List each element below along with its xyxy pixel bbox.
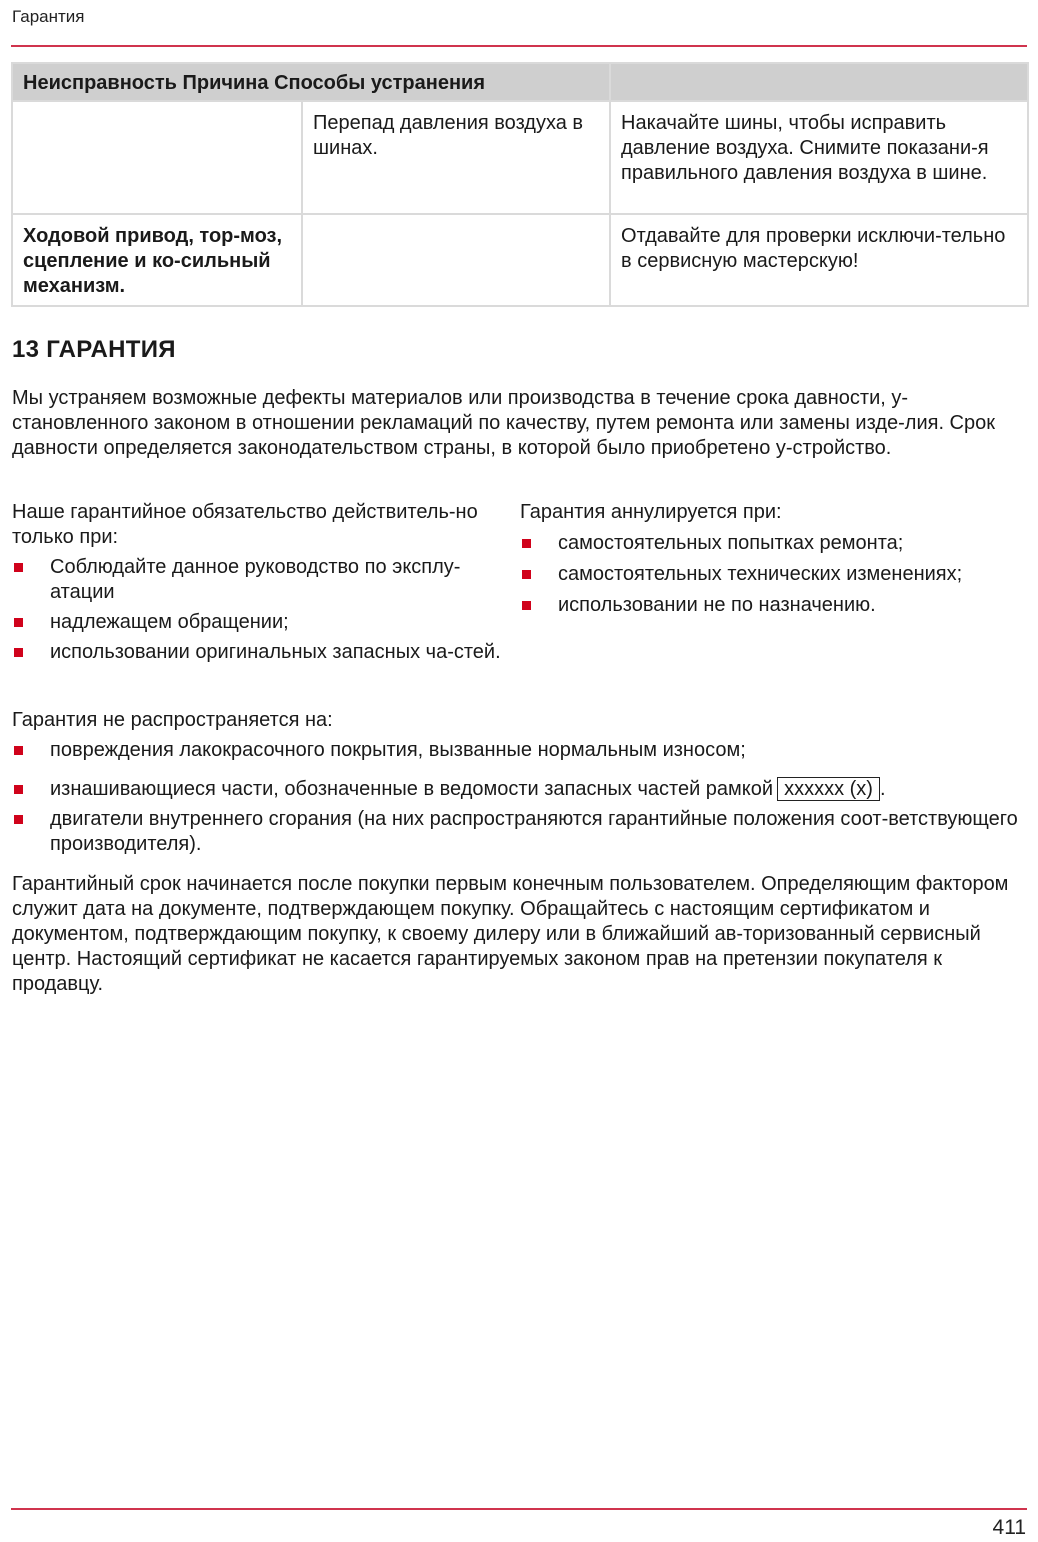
exclusions-block: [12, 708, 1026, 857]
list-item: [520, 562, 1026, 587]
list-item-text: двигатели внутреннего сгорания (на них распространяются гарантийные положения соот-ветствующего производителя).: [50, 808, 1018, 855]
list-item: [12, 807, 1026, 857]
bullet-square-icon: [522, 601, 531, 610]
list-item: [520, 531, 1026, 556]
closing-paragraph: Гарантийный срок начинается после покупки первым конечным пользователем. Определяющим фактором служит дата на документе, подтверждающем покупку. Обращайтесь с настоящим сертификатом и документом, подтверждающим покупку, к своему дилеру или в ближайший ав-торизованный сервисный центр. Настоящий сертификат не касается гарантируемых законом прав на претензии покупателя к продавцу.: [12, 873, 1009, 995]
bullet-square-icon: [14, 648, 23, 657]
list-item: [12, 640, 512, 665]
bullet-square-icon: [522, 570, 531, 579]
cause-cell: [302, 214, 610, 306]
valid-conditions: [12, 500, 512, 665]
table-header-cell: [12, 63, 610, 101]
running-header: Гарантия: [12, 7, 85, 26]
list-item-text: использовании не по назначению.: [558, 594, 876, 616]
intro-paragraph: Мы устраняем возможные дефекты материалов или производства в течение срока давности, у-становленного законом в отношении рекламаций по качеству, путем ремонта или замены изде-лия. Срок давности определяется законодательством страны, в которой было приобретено у-стройство.: [12, 387, 995, 459]
list-item: [12, 777, 1026, 802]
list-item: [520, 593, 1026, 618]
list-item-text: изнашивающиеся части, обозначенные в ведомости запасных частей рамкой: [50, 778, 774, 800]
table-header-row: [12, 63, 1028, 101]
table-header-empty: [610, 63, 1028, 101]
table-row: [12, 214, 1028, 306]
header-rule: [11, 45, 1027, 47]
void-lead: Гарантия аннулируется при:: [520, 501, 782, 523]
list-item-text: использовании оригинальных запасных ча-стей.: [50, 641, 501, 663]
valid-lead: Наше гарантийное обязательство действитель-но только при:: [12, 501, 478, 548]
cause-cell: Перепад давления воздуха в шинах.: [302, 101, 610, 214]
list-item-text: надлежащем обращении;: [50, 611, 289, 633]
header-cause: Причина: [182, 72, 269, 94]
bullet-square-icon: [14, 746, 23, 755]
footer-rule: [11, 1508, 1027, 1510]
list-item-text: повреждения лакокрасочного покрытия, вызванные нормальным износом;: [50, 739, 746, 761]
fault-cell: Ходовой привод, тор-моз, сцепление и ко-сильный механизм.: [12, 214, 302, 306]
exclusions-lead: Гарантия не распространяется на:: [12, 709, 333, 731]
header-fault: Неисправность: [23, 72, 177, 94]
list-item-text: Соблюдайте данное руководство по эксплу-атации: [50, 556, 461, 603]
bullet-square-icon: [14, 618, 23, 627]
list-item-text: самостоятельных попытках ремонта;: [558, 532, 904, 554]
void-conditions: [520, 500, 1026, 618]
section-title: 13 ГАРАНТИЯ: [12, 336, 176, 363]
bullet-square-icon: [14, 815, 23, 824]
troubleshooting-table: [11, 62, 1029, 307]
list-item: [12, 610, 512, 635]
list-item-text: самостоятельных технических изменениях;: [558, 563, 963, 585]
remedy-cell: Накачайте шины, чтобы исправить давление воздуха. Снимите показани-я правильного давления воздуха в шине.: [610, 101, 1028, 214]
list-item: [12, 555, 512, 605]
page-number: 411: [992, 1516, 1026, 1539]
fault-cell: [12, 101, 302, 214]
header-remedy: Способы устранения: [274, 72, 486, 94]
list-item: [12, 738, 1026, 763]
bullet-square-icon: [14, 785, 23, 794]
remedy-cell: Отдавайте для проверки исключи-тельно в сервисную мастерскую!: [610, 214, 1028, 306]
table-row: [12, 101, 1028, 214]
bullet-square-icon: [522, 539, 531, 548]
list-item-end: .: [879, 778, 886, 800]
bullet-square-icon: [14, 563, 23, 572]
spare-part-frame-box: xxxxxx (x): [777, 777, 880, 801]
